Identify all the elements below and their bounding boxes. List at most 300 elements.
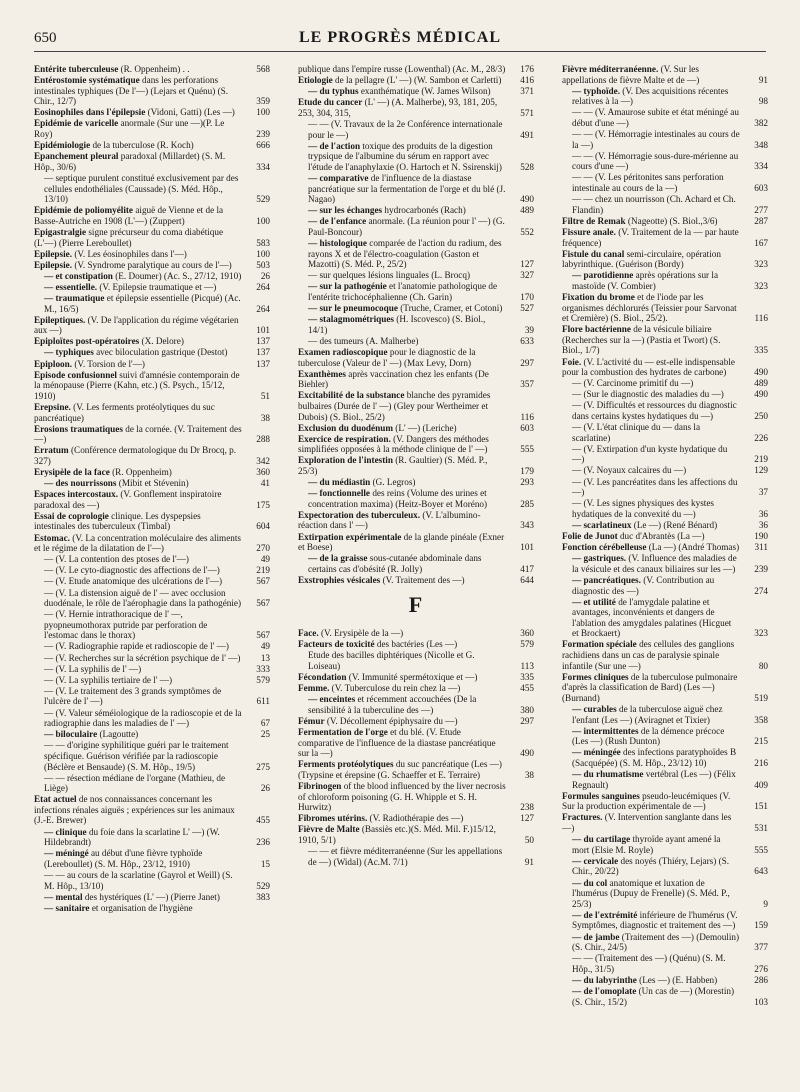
entry-page-number: 567 — [256, 630, 270, 641]
index-entry — [34, 892, 270, 903]
index-entry — [34, 118, 270, 139]
entry-text: des hystériques (L' —) (Pierre Janet) — [82, 891, 220, 902]
entry-text: de nos connaissances concernant les infections rénales aiguës ; expériences sur les animaux (J.-E. Brewer) — [34, 794, 235, 826]
entry-page-number: 327 — [520, 270, 534, 281]
entry-text: de la tuberculose (R. Koch) — [90, 140, 194, 151]
index-column-3 — [562, 64, 768, 1008]
index-entry — [298, 434, 534, 455]
entry-text: exanthématique (W. James Wilson) — [358, 86, 491, 97]
entry-text: (Le —) (René Bénard) — [631, 519, 718, 530]
index-entry — [298, 347, 534, 368]
entry-heading: Epidémie de poliomyélite — [34, 205, 134, 216]
entry-heading: — du médiastin — [308, 477, 371, 488]
entry-text: (R. Oppenheim) — [109, 466, 172, 477]
entry-page-number: 489 — [520, 205, 534, 216]
index-entry — [34, 511, 270, 532]
entry-page-number: 270 — [256, 543, 270, 554]
entry-text: — (V. Carcinome primitif du —) — [572, 378, 694, 389]
entry-page-number: 238 — [520, 802, 534, 813]
entry-heading: Foie. — [562, 356, 582, 367]
entry-heading: — de jambe — [572, 931, 620, 942]
entry-text: duc d'Abrantès (La —) — [617, 531, 705, 542]
index-entry — [34, 489, 270, 510]
entry-text: anatomique et luxation de l'humérus (Dupuy de Frenelle) (S. Méd. P., 25/3) — [572, 877, 730, 909]
entry-page-number: 571 — [520, 107, 534, 118]
entry-heading: — curables — [572, 704, 617, 715]
entry-page-number: 275 — [256, 761, 270, 772]
entry-text: (Traitement des —) (Demoulin) (S. Chir., 24/5) — [572, 931, 740, 953]
entry-text: (Les —) (E. Habben) — [636, 974, 718, 985]
entry-text: vertébral (Les —) (Félix Regnault) — [572, 769, 736, 790]
entry-page-number: 416 — [520, 75, 534, 86]
entry-heading: Epiploon. — [34, 358, 73, 369]
entry-page-number: 50 — [524, 834, 534, 845]
entry-text: pseudo-leucémiques (V. Sur la production expérimentale de —) — [562, 790, 731, 812]
entry-heading: Epigastralgie — [34, 226, 87, 237]
index-entry — [562, 953, 768, 974]
entry-page-number: 176 — [520, 64, 534, 74]
entry-page-number: 13 — [260, 652, 270, 663]
entry-page-number: 297 — [520, 715, 534, 726]
entry-text: dans les perforations intestinales typhiques (De l'—) (Lejars et Quénu) (S. Chir., 12/7) — [34, 75, 229, 107]
entry-heading: — pancréatiques. — [572, 574, 641, 585]
entry-heading: Exstrophies vésicales — [298, 574, 381, 585]
index-entry — [34, 173, 270, 205]
entry-heading: Face. — [298, 628, 319, 639]
entry-text: of the blood influenced by the liver necrosis of chloroform poisoning (G. H. Whipple et S. H. Hurwitz) — [298, 780, 506, 813]
index-entry — [34, 675, 270, 686]
entry-heading: — scarlatineux — [572, 519, 632, 530]
entry-heading: — du cartilage — [572, 834, 631, 845]
entry-page-number: 100 — [256, 248, 270, 259]
entry-heading: — méningée — [572, 747, 621, 758]
entry-heading: Erosions traumatiques — [34, 423, 123, 434]
entry-heading: Exercice de respiration. — [298, 433, 391, 444]
index-entry — [562, 672, 768, 704]
entry-heading: Fibromes utérins. — [298, 813, 368, 824]
entry-text: de la cornée. (V. Traitement des —) — [34, 423, 242, 445]
index-entry — [298, 575, 534, 586]
entry-page-number: 116 — [754, 313, 768, 324]
entry-page-number: 335 — [520, 671, 534, 682]
index-entry — [298, 672, 534, 683]
entry-text: après opérations sur la mastoïde (V. Combier) — [572, 270, 719, 291]
entry-heading: Formes cliniques — [562, 671, 629, 682]
index-entry — [562, 553, 768, 574]
index-entry — [34, 478, 270, 489]
entry-text: (V. Intervention sanglante dans les —) — [562, 812, 732, 834]
index-entry — [34, 653, 270, 664]
index-entry — [562, 498, 768, 519]
entry-heading: — cervicale — [572, 855, 619, 866]
entry-page-number: 490 — [754, 367, 768, 378]
entry-text: — (V. Les signes physiques des kystes hydatiques de la convexité du —) — [572, 498, 714, 519]
entry-text: (V. Les ferments protéolytiques du suc pancréatique) — [34, 401, 215, 423]
entry-heading: Eosinophiles dans l'épilepsie — [34, 107, 146, 118]
index-entry — [562, 878, 768, 910]
entry-text: — — au cours de la scarlatine (Gayrol et Weill) (S. M. Hôp., 13/10) — [44, 869, 233, 891]
index-entry — [562, 292, 768, 324]
entry-heading: Folie de Junot — [562, 531, 618, 542]
index-entry — [562, 932, 768, 953]
index-entry — [298, 488, 534, 509]
entry-page-number: 603 — [754, 183, 768, 194]
entry-text: et l'anatomie pathologique de l'entérite trichocéphalienne (Ch. Garin) — [308, 281, 498, 302]
entry-text: (V. Gonflement inspiratoire paradoxal des —) — [34, 489, 222, 510]
entry-page-number: 26 — [260, 270, 270, 281]
entry-heading: — clinique — [44, 826, 87, 837]
entry-text: aiguë de Vienne et de la Basse-Autriche en 1908 (L'—) (Zuppert) — [34, 205, 224, 226]
entry-page-number: 101 — [256, 325, 270, 336]
entry-text: — — (V. Travaux de la 2e Conférence internationale pour le —) — [308, 118, 503, 140]
entry-page-number: 129 — [754, 465, 768, 476]
entry-heading: Fonction cérébelleuse — [562, 542, 647, 553]
index-entry — [298, 781, 534, 813]
index-entry — [298, 477, 534, 488]
entry-page-number: 25 — [260, 729, 270, 740]
index-entry — [298, 510, 534, 531]
entry-heading: Entérite tuberculeuse — [34, 64, 119, 74]
entry-text: anormale. (La réunion pour l' —) (G. Paul-Boncour) — [308, 216, 505, 237]
entry-page-number: 15 — [260, 858, 270, 869]
entry-page-number: 342 — [256, 455, 270, 466]
entry-text: (V. L'albumino-réaction dans l' —) — [298, 509, 481, 531]
entry-heading: Epilepsie. — [34, 259, 73, 270]
entry-page-number: 377 — [754, 942, 768, 953]
entry-text: blanche des pyramides bulbaires (Durée de l' —) (Gley pour Wertheimer et Dubois) (S. Biol., 25/2) — [298, 390, 491, 422]
entry-heading: — du rhumatisme — [572, 769, 644, 780]
entry-text: semi-circulaire, opération labyrinthique. (Guérison (Bordy) — [562, 248, 721, 270]
entry-heading: Ferments protéolytiques — [298, 759, 394, 770]
index-entry — [562, 812, 768, 833]
entry-page-number: 219 — [754, 454, 768, 465]
index-entry — [298, 639, 534, 650]
entry-page-number: 103 — [754, 996, 768, 1007]
entry-text: paradoxal (Millardet) (S. M. Hôp., 30/6) — [34, 151, 226, 172]
entry-page-number: 239 — [754, 563, 768, 574]
entry-page-number: 226 — [754, 432, 768, 443]
index-entry — [298, 813, 534, 824]
entry-text: (V. Sur les appellations de fièvre Malte et de —) — [562, 64, 700, 85]
index-entry — [34, 282, 270, 293]
index-entry — [298, 75, 534, 86]
entry-page-number: 555 — [754, 844, 768, 855]
entry-text: de l'influence de la diastase pancréatique sur la fermentation de l'orge et du blé (J. Nagao) — [308, 172, 506, 205]
entry-heading: — des nourrissons — [44, 478, 117, 489]
entry-text: et organisation de l'hygiène — [89, 902, 193, 913]
entry-text: et du blé. (V. Etude comparative de l'influence de la diastase pancréatique sur la —) — [298, 726, 496, 759]
entry-heading: — sur la pathogénie — [308, 281, 387, 292]
entry-heading: — du typhus — [308, 86, 359, 97]
entry-heading: — gastriques. — [572, 553, 627, 564]
entry-heading: Examen radioscopique — [298, 346, 388, 357]
entry-page-number: 503 — [256, 259, 270, 270]
entry-heading: Fibrinogen — [298, 780, 342, 791]
index-entry — [298, 336, 534, 347]
entry-heading: — et utilité — [572, 596, 616, 607]
entry-heading: — fonctionnelle — [308, 488, 371, 499]
index-entry — [34, 315, 270, 336]
index-entry — [34, 588, 270, 609]
entry-text: du suc pancréatique (Les —) (Trypsine et érepsine (G. Schaeffer et E. Terraire) — [298, 759, 502, 780]
index-entry — [34, 75, 270, 107]
index-entry — [34, 533, 270, 554]
entry-page-number: 490 — [520, 748, 534, 759]
entry-text: de la pellagre (L' —) (W. Sambon et Carletti) — [332, 75, 502, 86]
entry-text: (Mibit et Stévenin) — [116, 478, 189, 489]
index-entry — [34, 402, 270, 423]
entry-text: — (V. Noyaux calcaires du —) — [572, 465, 687, 476]
entry-text: (V. Traitement de la — par haute fréquence) — [562, 226, 739, 248]
entry-text: — (V. Le traitement des 3 grands symptômes de l'ulcère de l' —) — [44, 685, 222, 707]
index-entry — [298, 173, 534, 205]
index-entry — [562, 270, 768, 291]
entry-page-number: 274 — [754, 585, 768, 596]
index-entry — [34, 554, 270, 565]
entry-page-number: 264 — [256, 281, 270, 292]
entry-heading: Fièvre de Malte — [298, 824, 360, 835]
entry-page-number: 360 — [256, 466, 270, 477]
index-entry — [298, 205, 534, 216]
entry-page-number: 633 — [520, 335, 534, 346]
entry-text: (R. Oppenheim) . . — [118, 64, 190, 74]
entry-heading: Erysipèle de la face — [34, 466, 110, 477]
index-entry — [298, 119, 534, 140]
entry-text: (Truche, Cramer, et Cotoni) — [397, 303, 503, 314]
entry-page-number: 101 — [520, 542, 534, 553]
entry-text: avec biloculation gastrique (Destot) — [93, 347, 228, 358]
entry-heading: Fistule du canal — [562, 248, 625, 259]
entry-page-number: 409 — [754, 779, 768, 790]
entry-page-number: 552 — [520, 226, 534, 237]
index-entry — [298, 683, 534, 694]
entry-heading: Epidémiologie — [34, 140, 91, 151]
entry-text: (V. Erysipèle de la —) — [318, 628, 404, 639]
index-entry — [34, 740, 270, 772]
entry-page-number: 38 — [524, 769, 534, 780]
index-entry — [562, 444, 768, 465]
entry-heading: Fièvre méditerranéenne. — [562, 64, 659, 74]
entry-page-number: 250 — [754, 411, 768, 421]
index-entry — [562, 151, 768, 172]
entry-page-number: 9 — [763, 898, 768, 909]
entry-page-number: 528 — [520, 161, 534, 172]
entry-text: (Un cas de —) (Morestin) (S. Chir., 15/2) — [572, 985, 735, 1007]
entry-text: signe précurseur du coma diabétique (L'—) (Pierre Lereboullet) — [34, 226, 224, 248]
entry-heading: Erratum — [34, 445, 69, 456]
entry-text: (Lagoutte) — [97, 729, 139, 740]
index-entry — [562, 791, 768, 812]
index-entry — [562, 542, 768, 553]
index-entry — [34, 686, 270, 707]
entry-heading: Entérostomie systématique — [34, 75, 140, 86]
entry-page-number: 583 — [256, 237, 270, 248]
entry-heading: Episode confusionnel — [34, 369, 117, 380]
entry-heading: — de la graisse — [308, 553, 368, 564]
entry-text: (V. L'activité du — est-elle indispensable pour la combustion des hydrates de carbone) — [562, 356, 735, 378]
entry-page-number: 41 — [260, 478, 270, 489]
index-entry — [34, 609, 270, 641]
entry-text: — — résection médiane de l'organe (Mathieu, de Liège) — [44, 772, 226, 794]
entry-page-number: 137 — [256, 347, 270, 358]
entry-heading: — sur les échanges — [308, 205, 383, 216]
entry-page-number: 360 — [520, 628, 534, 639]
entry-text: (Bassiès etc.)(S. Méd. Mil. F.)15/12, 1910, 5/1) — [298, 824, 496, 845]
entry-page-number: 91 — [758, 74, 768, 85]
index-entry — [34, 565, 270, 576]
entry-text: et récemment accouchées (De la sensibilité à la tuberculine des —) — [308, 694, 477, 715]
entry-page-number: 334 — [754, 161, 768, 172]
index-entry — [34, 205, 270, 226]
index-entry — [562, 172, 768, 193]
index-entry — [562, 575, 768, 596]
entry-heading: Formation spéciale — [562, 639, 637, 650]
entry-page-number: 36 — [758, 519, 768, 530]
index-entry — [34, 249, 270, 260]
entry-page-number: 264 — [256, 303, 270, 314]
entry-page-number: 297 — [520, 357, 534, 368]
index-entry — [298, 97, 534, 118]
index-entry — [298, 824, 534, 845]
entry-page-number: 288 — [256, 434, 270, 445]
entry-page-number: 371 — [520, 86, 534, 97]
entry-page-number: 116 — [520, 411, 534, 422]
entry-text: — des tumeurs (A. Malherbe) — [308, 335, 419, 346]
entry-page-number: 568 — [256, 64, 270, 74]
entry-heading: — traumatique — [44, 292, 105, 303]
entry-page-number: 170 — [520, 291, 534, 302]
entry-text: (V. Syndrome paralytique au cours de l'—) — [72, 259, 232, 270]
entry-text: thyroïde ayant amené la mort (Elsie M. Royle) — [572, 834, 721, 855]
entry-text: (R. Gaultier) (S. Méd. P., 25/3) — [298, 455, 488, 476]
entry-text: comparée de l'action du radium, des rayons X et de l'électro-coagulation (Gaston et Mazotti) (S. Méd. P., 25/2) — [308, 238, 502, 270]
index-entry — [562, 249, 768, 270]
entry-text: — sur quelques lésions linguales (L. Brocq) — [308, 270, 471, 281]
index-entry — [34, 370, 270, 402]
entry-page-number: 286 — [754, 974, 768, 985]
entry-page-number: 643 — [754, 866, 768, 877]
entry-page-number: 579 — [520, 639, 534, 650]
entry-page-number: 167 — [754, 237, 768, 248]
entry-heading: — typhoïde. — [572, 85, 620, 96]
entry-heading: Excitabilité de la substance — [298, 390, 405, 401]
entry-text: — (V. Les pancréatites dans les affections du —) — [572, 476, 738, 498]
entry-heading: — méningé — [44, 848, 89, 859]
entry-page-number: 276 — [754, 963, 768, 974]
entry-text: — (V. Radiographie rapide et radioscopie de l' —) — [44, 641, 229, 652]
entry-text: (X. Delore) — [139, 336, 184, 347]
index-entry — [34, 870, 270, 891]
entry-text: des cellules des ganglions rachidiens dans un cas de paralysie spinale infantile (Sur une —) — [562, 639, 735, 671]
entry-text: (V. Dangers des méthodes simplifiées opposées à la méthode clinique de l' —) — [298, 433, 489, 455]
entry-heading: — sur le pneumocoque — [308, 303, 398, 314]
entry-text: — (V. Valeur séméiologique de la radioscopie et de la radiographie dans les maladies de l' —) — [44, 707, 242, 729]
entry-heading: Espaces intercostaux. — [34, 489, 119, 500]
index-column-2 — [298, 64, 534, 868]
entry-text: — — (V. Les péritonites sans perforation intestinale au cours de la —) — [572, 172, 724, 194]
entry-page-number: 137 — [256, 358, 270, 369]
entry-text: de la glande pinéale (Exner et Boese) — [298, 531, 505, 553]
index-entry — [562, 465, 768, 476]
entry-page-number: 348 — [754, 139, 768, 150]
entry-heading: — histologique — [308, 238, 367, 248]
entry-page-number: 80 — [758, 660, 768, 671]
entry-heading: Extirpation expérimentale — [298, 531, 402, 542]
entry-heading: — de l'enfance — [308, 216, 367, 227]
entry-text: (V. Traitement des —) — [380, 574, 465, 585]
index-entry — [298, 628, 534, 639]
entry-page-number: 323 — [754, 280, 768, 291]
entry-page-number: 358 — [754, 714, 768, 725]
index-entry — [298, 759, 534, 780]
entry-text: (V. La concentration moléculaire des aliments et le régime de la dilatation de l'—) — [34, 532, 241, 554]
index-entry — [34, 729, 270, 740]
entry-page-number: 137 — [256, 336, 270, 347]
index-entry — [298, 650, 534, 671]
entry-page-number: 455 — [256, 815, 270, 826]
index-entry — [562, 216, 768, 227]
entry-page-number: 175 — [256, 499, 270, 510]
entry-text: anormale (Sur une —)(P. Le Roy) — [34, 118, 225, 140]
entry-text: des bactéries (Les —) — [374, 639, 458, 650]
entry-text: — (V. La contention des ptoses de l'—) — [44, 554, 189, 565]
entry-heading: — typhiques — [44, 347, 94, 358]
entry-text: — (V. Etude anatomique des ulcérations de l'—) — [44, 576, 223, 587]
entry-text: (V. De l'application du régime végétarien aux —) — [34, 314, 239, 336]
entry-page-number: 239 — [256, 129, 270, 140]
entry-heading: Estomac. — [34, 532, 70, 543]
entry-page-number: 285 — [520, 498, 534, 509]
entry-text: des reins (Volume des urines et concentration maxima) (Heitz-Boyer et Moréno) — [308, 488, 488, 509]
entry-text: sous-cutanée abdominale dans certains cas d'obésité (R. Jolly) — [308, 553, 482, 574]
entry-page-number: 343 — [520, 520, 534, 531]
entry-heading: — du col — [572, 877, 608, 888]
entry-text: Etude des bacilles diphtériques (Nicolle et G. Loiseau) — [308, 650, 475, 671]
entry-heading: — de l'omoplate — [572, 985, 637, 996]
entry-text: — — et fièvre méditerranéenne (Sur les appellations de —) (Widal) (Ac.M. 7/1) — [308, 845, 503, 867]
index-entry — [298, 423, 534, 434]
entry-page-number: 644 — [520, 574, 534, 585]
entry-heading: Fécondation — [298, 671, 347, 682]
index-entry — [298, 270, 534, 281]
entry-heading: Flore bactérienne — [562, 324, 631, 335]
index-entry — [298, 716, 534, 727]
entry-page-number: 666 — [256, 140, 270, 151]
entry-text: hydrocarbonés (Rach) — [382, 205, 466, 216]
entry-page-number: 37 — [758, 487, 768, 498]
entry-page-number: 491 — [520, 129, 534, 140]
index-entry — [34, 641, 270, 652]
index-entry — [34, 359, 270, 370]
entry-page-number: 38 — [260, 412, 270, 423]
entry-page-number: 382 — [754, 117, 768, 128]
entry-heading: Fermentation de l'orge — [298, 726, 388, 737]
index-entry — [562, 86, 768, 107]
entry-page-number: 215 — [754, 736, 768, 747]
entry-page-number: 555 — [520, 444, 534, 455]
index-entry — [34, 848, 270, 869]
entry-text: (L' —) (A. Malherbe), 93, 181, 205, 253, 304, 315, — [298, 97, 498, 118]
index-entry — [34, 107, 270, 118]
index-entry — [34, 260, 270, 271]
entry-text: — — d'origine syphilitique guéri par le traitement spécifique. Guérison vérifiée par la radioscopie (Béclère et Bensaude) (S. M. Hôp., 19/5) — [44, 740, 229, 772]
entry-text: inférieure de l'humérus (V. Symptômes, diagnostic et traitement des —) — [572, 909, 738, 931]
entry-text: (Conférence dermatologique du Dr Brocq, p. 327) — [34, 445, 237, 466]
entry-page-number: 579 — [256, 674, 270, 685]
entry-text: de l'amygdale palatine et avantages, inconvénients et dangers de l'ablation des amygdales palatines (Hicguet et Brockaert) — [572, 596, 732, 639]
entry-page-number: 380 — [520, 704, 534, 715]
index-entry — [34, 336, 270, 347]
